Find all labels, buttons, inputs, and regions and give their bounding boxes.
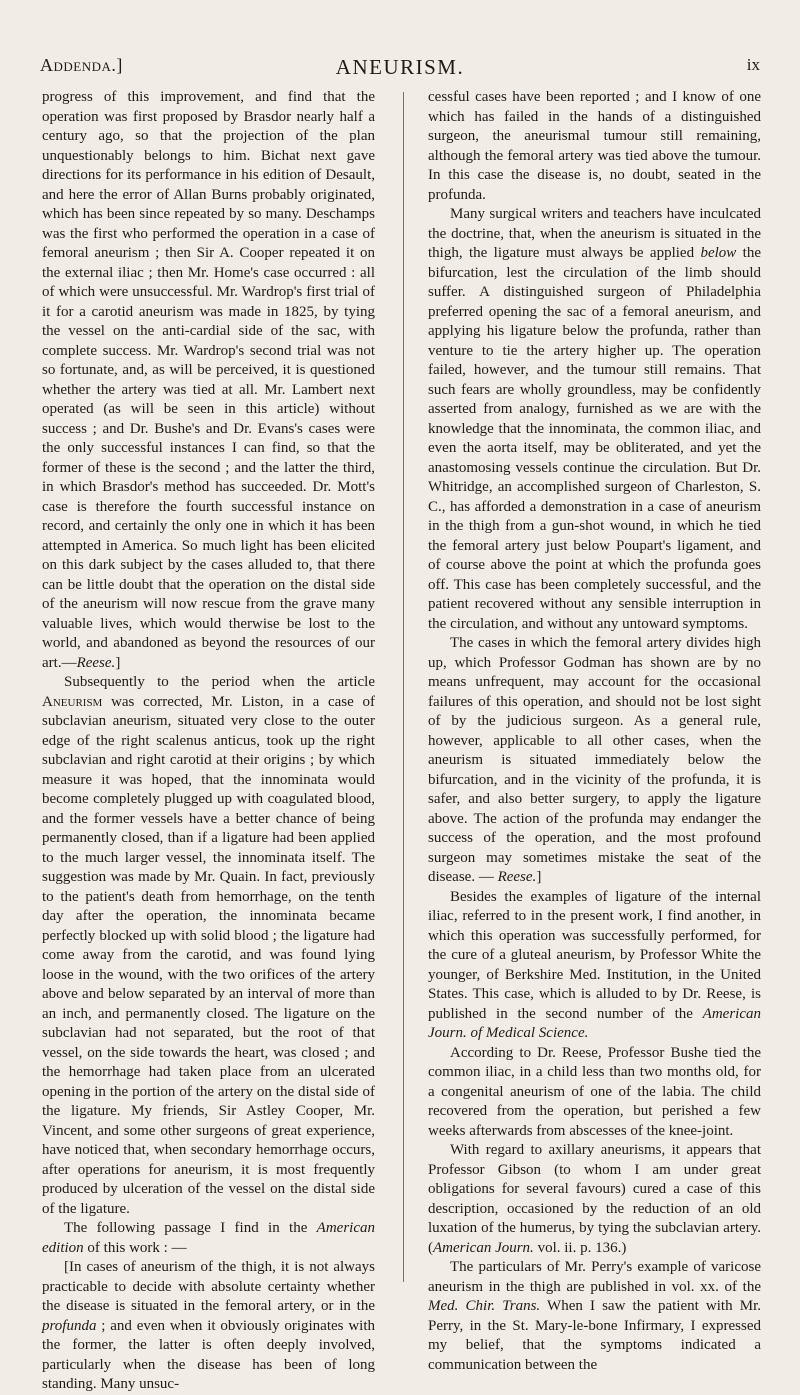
paragraph — [42, 673, 375, 1219]
paragraph-text: Many surgical writers and teachers have inculcated the doctrine, that, when the aneurism is situated in the thigh, the ligature must always be applied — [428, 206, 761, 261]
paragraph-text: With regard to axillary aneurisms, it appears that Professor Gibson (to whom I am under great obligations for several favours) cured a case of this description, occasioned by the reduction of an old luxation of the humerus, by tying the subclavian artery. ( — [428, 1142, 761, 1256]
running-header — [40, 55, 760, 83]
paragraph-text: progress of this improvement, and find that the operation was first proposed by Brasdor nearly half a century ago, so that the projection of the plan unquestionably belongs to him. Bichat next gave directions for its performance in his edition of Desault, and here the error of Allan Burns probably originated, which has been since repeated by so many. Deschamps was the first who performed the operation in a case of femoral aneurism ; then Sir A. Cooper repeated it on the external iliac ; then Mr. Home's case occurred : all of which were unsuccessful. Mr. Wardrop's first trial of it for a carotid aneurism was made in 1825, by tying the vessel on the anti-cardial side of the sac, with complete success. Mr. Wardrop's second trial was not so fortunate, and, as will be perceived, it is questioned whether the artery was tied at all. Mr. Lambert next operated (as will be seen in this article) without success ; and Dr. Bushe's and Dr. Evans's cases were the only successful instances I can find, so that the former of these is the second ; and the latter the third, in which Brasdor's method has succeeded. Dr. Mott's case is therefore the fourth successful instance on record, and certainly the only one in which it has been attempted in America. So much light has been elicited on this dark subject by the cases alluded to, that there can be little doubt that the operation on the distal side of the aneurism will now rescue from the grave many valuable lives, which would therwise be lost to the world, and abandoned as beyond the resources of our art.— — [42, 89, 375, 671]
citation: Reese. — [76, 654, 116, 671]
italic-text: below — [700, 245, 737, 261]
paragraph-text: of this work : — — [83, 1239, 187, 1256]
italic-text: American edition — [42, 1220, 375, 1256]
paragraph-text: ; and even when it obviously originates with the former, the latter is often deeply involved, particularly when the disease has been of long standing. Many unsuc- — [42, 1317, 375, 1392]
paragraph-text: ] — [536, 869, 542, 885]
section-label: Addenda.] — [40, 55, 123, 75]
paragraph-text: The cases in which the femoral artery divides high up, which Professor Godman has shown are by no means unfrequent, may account for the occasional failures of this operation, and should not be lost sight of by the judicious surgeon. As a general rule, however, applicable to all other cases, when the aneurism is situated immediately below the bifurcation, and in the vicinity of the profunda, it is safer, and also better surgery, to apply the ligature above. The action of the profunda may endanger the success of the operation, and the most profound surgeon may sometimes mistake the seat of the disease. — — [428, 635, 761, 885]
paragraph — [42, 1258, 375, 1395]
paragraph: cessful cases have been reported ; and I know of one which has failed in the hands of a distinguished surgeon, the aneurismal tumour still remaining, although the femoral artery was tied above the tumour. In this case the disease is, no doubt, seated in the profunda. — [428, 89, 761, 203]
page-title: ANEURISM. — [335, 55, 465, 79]
citation: Reese. — [497, 869, 537, 885]
paragraph-text: The particulars of Mr. Perry's example of varicose aneurism in the thigh are published in vol. xx. of the — [428, 1259, 761, 1295]
paragraph — [42, 1219, 375, 1258]
paragraph-text: the bifurcation, lest the circulation of the limb should suffer. A distinguished surgeon of Philadelphia preferred opening the sac of a femoral aneurism, and applying his ligature below the profunda, rather than venture to tie the artery higher up. The operation failed, however, and the tumour still remains. That such fears are wholly groundless, may be confidently asserted from analogy, furnished as we are with the knowledge that the innominata, the common iliac, and even the aorta itself, may be obliterated, and yet the anastomosing vessels continue the circulation. But Dr. Whitridge, an accomplished surgeon of Charleston, S. C., has afforded a demonstration in a case of aneurism in the thigh from a gun-shot wound, in which he tied the femoral artery just below Poupart's ligament, and of course above the point at which the profunda goes off. This case has been completely successful, and the patient recovered without any sensible interruption in the circulation, and without any untoward symptoms. — [428, 245, 762, 632]
paragraph-text: vol. ii. p. 136.) — [533, 1239, 627, 1256]
paragraph — [428, 634, 761, 888]
small-caps-term: Aneurism — [42, 693, 103, 710]
paragraph-text: ] — [115, 654, 121, 671]
paragraph — [428, 888, 761, 1044]
italic-text: profunda — [42, 1317, 97, 1334]
paragraph-text: Besides the examples of ligature of the internal iliac, referred to in the present work, I find another, in which this operation was successfully performed, for the cure of a gluteal aneurism, by Professor White the younger, of Berkshire Med. Institution, in the United States. This case, which is alluded to by Dr. Reese, is published in the second number of the — [428, 888, 761, 1022]
paragraph-text: was corrected, Mr. Liston, in a case of subclavian aneurism, situated very close to the outer edge of the right scalenus anticus, took up the right subclavian and right carotid at their origins ; by which measure it was hoped, that the innominata would become completely plugged up with coagulated blood, and the former vessels have a better chance of being permanently closed, than if a ligature had been applied to the much larger vessel, the innominata itself. The suggestion was made by Mr. Quain. In fact, previously to the patient's death from hemorrhage, on the tenth day after the operation, the innominata became perfectly blocked up with solid blood ; the ligature had come away from the carotid, and was found lying loose in the wound, with the two orifices of the artery above and below separated by an interval of more than an inch, and permanently closed. The ligature on the subclavian had not separated, but the root of that vessel, on the side towards the heart, was closed ; and the hemorrhage had taken place from an ulcerated opening in the portion of the artery on the distal side of the ligature. My friends, Sir Astley Cooper, Mr. Vincent, and some other surgeons of great experience, have noticed that, when secondary hemorrhage occurs, after operations for aneurism, it is most frequently produced by ulceration of the vessel on the distal side of the ligature. — [42, 693, 375, 1217]
paragraph-text: The following passage I find in the — [64, 1220, 317, 1236]
italic-text: Med. Chir. Trans. — [428, 1298, 541, 1314]
right-column — [428, 88, 762, 1373]
paragraph: According to Dr. Reese, Professor Bushe tied the common iliac, in a child less than two months old, for a congenital aneurism of one of the labia. The child recovered from the operation, but perished a few weeks afterwards from abscesses of the knee-joint. — [428, 1044, 761, 1139]
column-divider — [403, 92, 404, 1282]
paragraph — [42, 88, 375, 673]
italic-text: American Journ. — [433, 1239, 534, 1256]
page-number: ix — [746, 55, 760, 74]
paragraph-text: Subsequently to the period when the article — [64, 674, 375, 690]
italic-text: American Journ. of Medical Science. — [428, 1005, 761, 1041]
paragraph — [428, 1141, 761, 1258]
paragraph — [428, 1258, 761, 1375]
left-column — [42, 88, 375, 1392]
paragraph-text: When I saw the patient with Mr. Perry, in the St. Mary-le-bone Infirmary, I expressed my belief, that the symptoms indicated a communication between the — [428, 1298, 761, 1373]
paragraph-text: [In cases of aneurism of the thigh, it is not always practicable to decide with absolute certainty whether the disease is situated in the femoral artery, or in the — [42, 1259, 375, 1314]
paragraph — [428, 205, 761, 634]
